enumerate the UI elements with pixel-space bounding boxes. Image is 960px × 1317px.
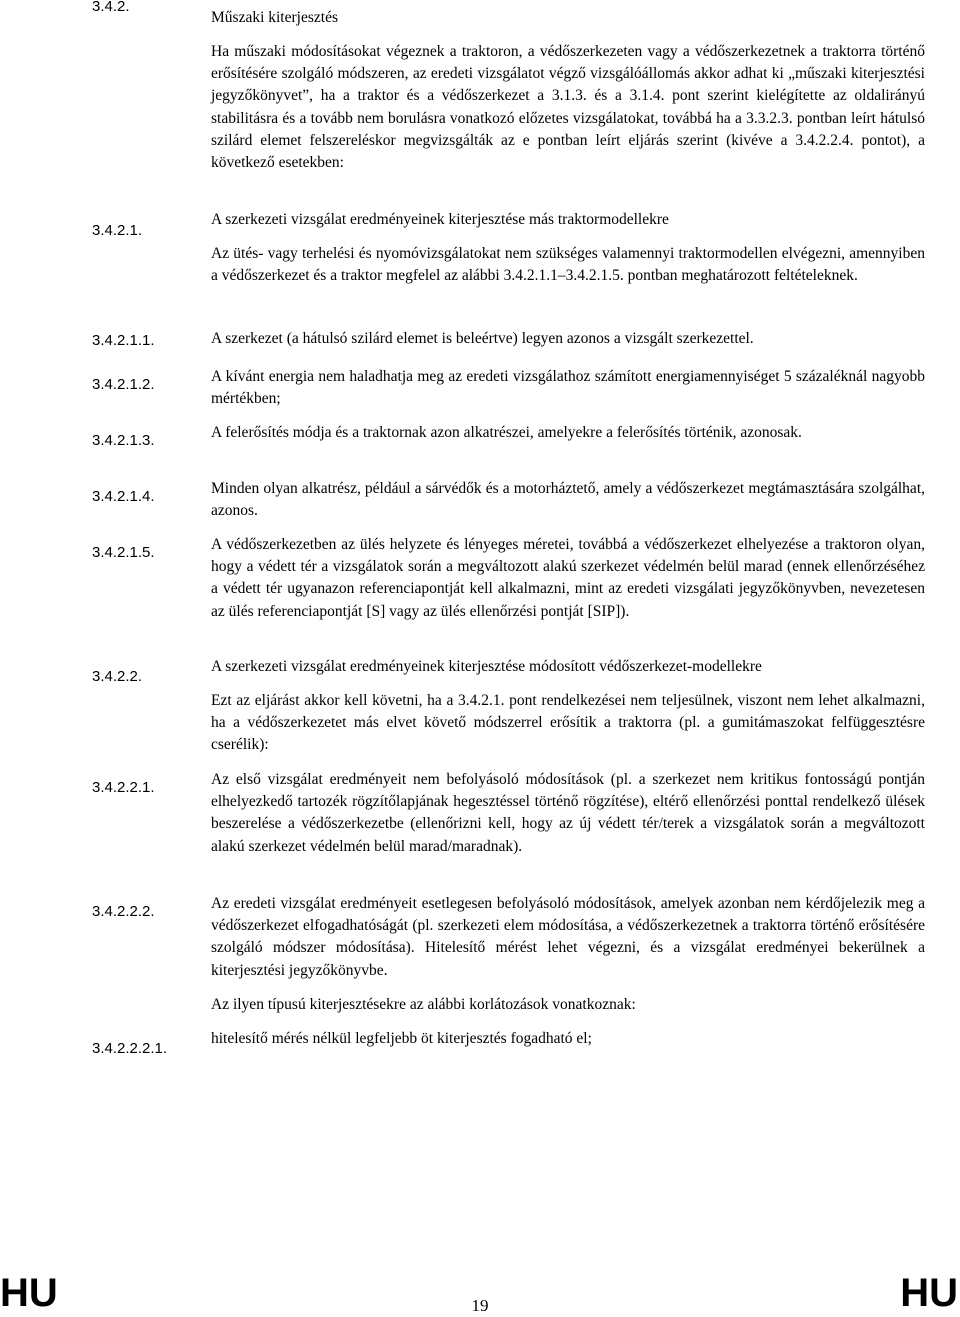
section-number-3-4-2-2-1: 3.4.2.2.1. xyxy=(92,779,155,796)
footer-country-mark-left: HU xyxy=(0,1271,58,1315)
paragraph-limitations-intro: Az ilyen típusú kiterjesztésekre az alábbi korlátozások vonatkoznak: xyxy=(211,996,636,1013)
section-number-3-4-2-1-5: 3.4.2.1.5. xyxy=(92,544,155,561)
section-number-3-4-2-1-2: 3.4.2.1.2. xyxy=(92,376,155,393)
paragraph-mounting-identical: A felerősítés módja és a traktornak azon alkatrészei, amelyekre a felerősítés történik, azonosak. xyxy=(211,424,802,441)
paragraph-modifications-not-affecting: Az első vizsgálat eredményeit nem befolyásoló módosítások (pl. a szerkezet nem kritikus fontosságú pontján elhelyezkedő tartozék rögzítőlapjának hegesztéssel történő rögzítése), eltérő ellenőrzési ponttal rendelkező ülések beszerelése a védőszerkezetbe (ellenőrizni kell, hogy az új védett tér/terek a vizsgálatok során a megváltozott alakú szerkezet védelmén belül marad/maradnak). xyxy=(211,771,925,855)
paragraph-procedure-conditions: Ezt az eljárást akkor kell követni, ha a 3.4.2.1. pont rendelkezései nem teljesülnek, viszont nem lehet alkalmazni, ha a védőszerkezetet más elvet követő módszerrel erősítik a traktorra (pl. a gumitámaszokat felfüggesztésre cserélik): xyxy=(211,692,925,754)
section-number-3-4-2: 3.4.2. xyxy=(92,0,130,15)
subheading-extension-other-models: A szerkezeti vizsgálat eredményeinek kiterjesztése más traktormodellekre xyxy=(211,211,669,228)
paragraph-energy-limit: A kívánt energia nem haladhatja meg az eredeti vizsgálathoz számított energiamennyiséget 5 százaléknál nagyobb mértékben; xyxy=(211,368,925,408)
section-number-3-4-2-1-4: 3.4.2.1.4. xyxy=(92,488,155,505)
section-number-3-4-2-2: 3.4.2.2. xyxy=(92,668,143,685)
section-number-3-4-2-2-2-1: 3.4.2.2.2.1. xyxy=(92,1040,168,1057)
subheading-extension-modified-models: A szerkezeti vizsgálat eredményeinek kiterjesztése módosított védőszerkezet-modellekre xyxy=(211,658,762,675)
footer-country-mark-right: HU xyxy=(900,1271,958,1315)
section-heading-technical-extension: Műszaki kiterjesztés xyxy=(211,9,338,26)
paragraph-limitation-five-extensions: hitelesítő mérés nélkül legfeljebb öt kiterjesztés fogadható el; xyxy=(211,1030,592,1047)
section-number-3-4-2-1-1: 3.4.2.1.1. xyxy=(92,332,155,349)
paragraph-components-identical: Minden olyan alkatrész, például a sárvédők és a motorháztető, amely a védőszerkezet megtámasztására szolgálhat, azonos. xyxy=(211,480,925,520)
section-number-3-4-2-2-2: 3.4.2.2.2. xyxy=(92,903,155,920)
section-number-3-4-2-1: 3.4.2.1. xyxy=(92,222,143,239)
paragraph-modifications-possibly-affecting: Az eredeti vizsgálat eredményeit esetlegesen befolyásoló módosítások, amelyek azonban nem kérdőjelezik meg a védőszerkezet elfogadhatóságát (pl. szerkezeti elem módosítása, a védőszerkezetnek a traktorra történő erősítésére szolgáló módszer módosítása). Hitelesítő mérést lehet végezni, és a vizsgálat eredményei bekerülnek a kiterjesztési jegyzőkönyvbe. xyxy=(211,895,925,979)
paragraph-tests-not-required: Az ütés- vagy terhelési és nyomóvizsgálatokat nem szükséges valamennyi traktormodellen elvégezni, amennyiben a védőszerkezet és a traktor megfelel az alábbi 3.4.2.1.1–3.4.2.1.5. pontban meghatározott feltételeknek. xyxy=(211,245,925,285)
section-number-3-4-2-1-3: 3.4.2.1.3. xyxy=(92,432,155,449)
paragraph-intro: Ha műszaki módosításokat végeznek a traktoron, a védőszerkezeten vagy a védőszerkezetnek a traktorra történő erősítésére szolgáló módszeren, az eredeti vizsgálatot végző vizsgálóállomás akkor adhat ki „műszaki kiterjesztési jegyzőkönyvet”, ha a traktor és a védőszerkezet a 3.1.3. és a 3.1.4. pont szerint kielégítette az oldalirányú stabilitásra és a tovább nem borulásra vonatkozó előzetes vizsgálatokat, továbbá ha a 3.3.2.3. pontban leírt hátulsó szilárd elemet felszereléskor megvizsgálták az e pontban leírt eljárás szerint (kivéve a 3.4.2.2.4. pontot), a következő esetekben: xyxy=(211,43,925,172)
paragraph-seat-position: A védőszerkezetben az ülés helyzete és lényeges méretei, továbbá a védőszerkezet elhelyezése a traktoron olyan, hogy a védett tér a vizsgálatok során a megváltozott alakú szerkezet védelmén belül marad (ennek ellenőrzéséhez a védett tér ugyanazon referenciapontját kell alkalmazni, mint az eredeti vizsgálati jegyzőkönyvben, nevezetesen az ülés referenciapontját [S] vagy az ülés ellenőrzési pontját [SIP]). xyxy=(211,536,925,620)
page-number: 19 xyxy=(471,1296,489,1315)
paragraph-structure-identical: A szerkezet (a hátulsó szilárd elemet is beleértve) legyen azonos a vizsgált szerkezettel. xyxy=(211,330,754,347)
